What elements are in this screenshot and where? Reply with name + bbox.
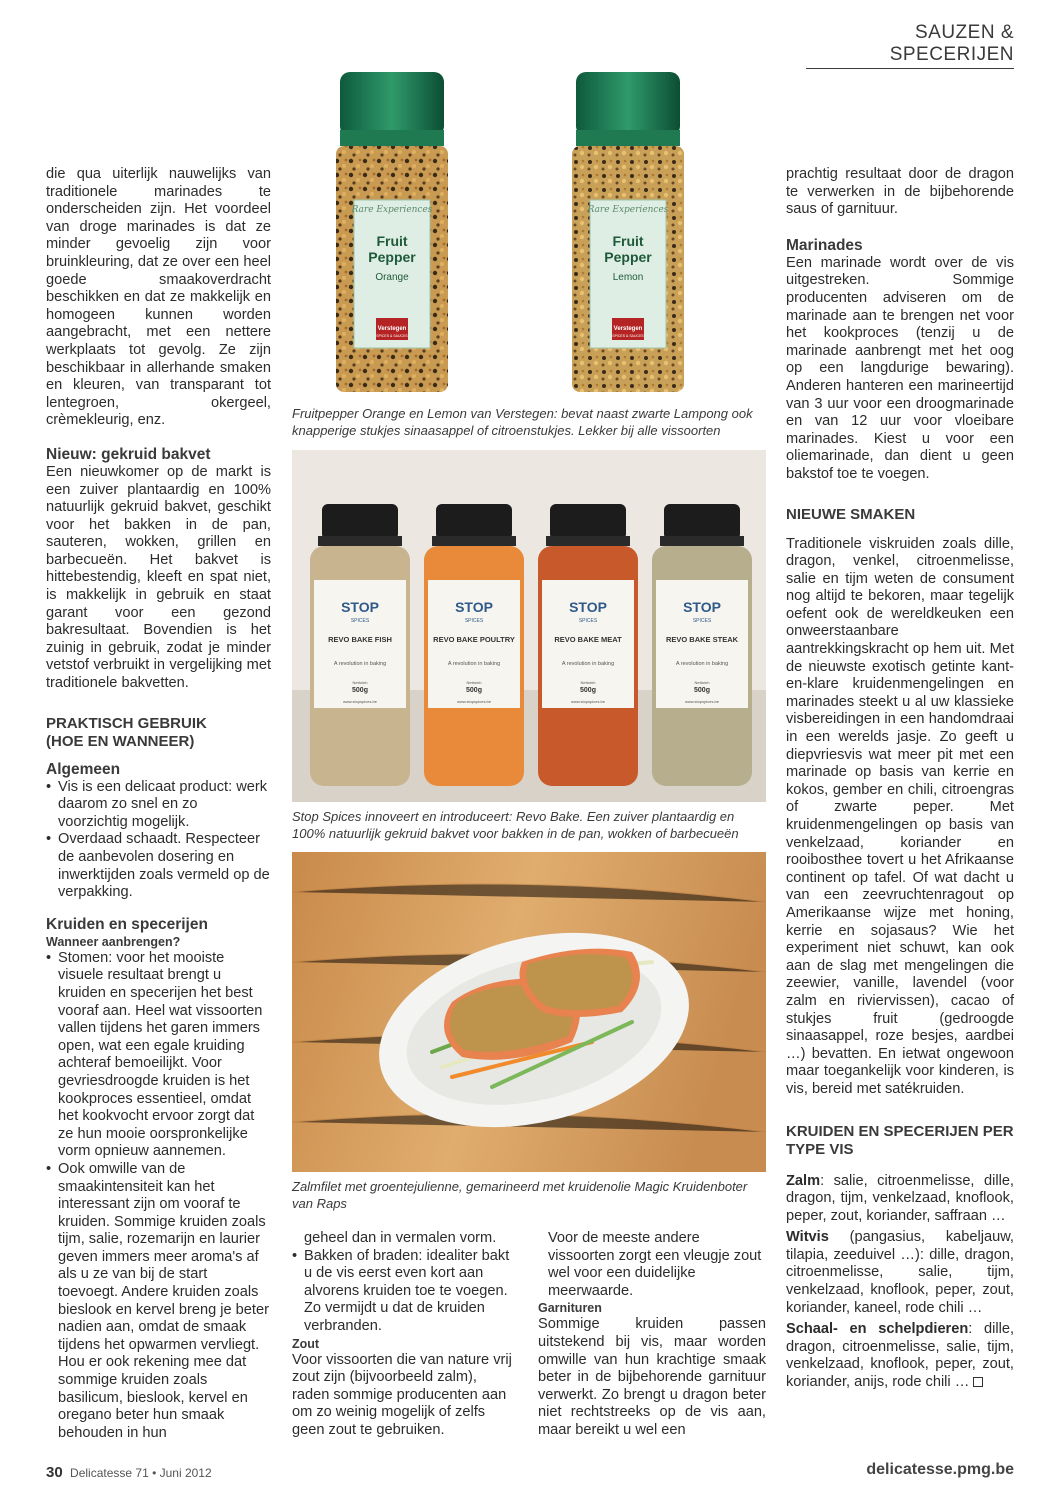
svg-text:STOP: STOP (569, 599, 607, 615)
svg-text:Nettoinh: Nettoinh (352, 680, 368, 685)
algemeen-list (46, 779, 271, 902)
caption-fruit-pepper: Fruitpepper Orange en Lemon van Verstegen: bevat naast zwarte Lampong ook knapperige stukjes sinaasappel of citroenstukjes. Lekker bij alle vissoorten (292, 406, 753, 438)
heading-marinades: Marinades (786, 236, 863, 254)
photo-zalmfilet (292, 852, 766, 1172)
page-number: 30 (46, 1464, 63, 1481)
zout-paragraph: Voor vissoorten die van nature vrij zout zijn (bijvoorbeeld zalm), raden sommige producenten aan om zo weinig mogelijk of zelfs geen zout te gebruiken. (292, 1351, 512, 1438)
svg-text:www.stopspices.be: www.stopspices.be (342, 699, 378, 704)
svg-text:Fruit: Fruit (376, 233, 408, 249)
heading-kruiden: Kruiden en specerijen (46, 915, 208, 933)
svg-text:Nettoinh: Nettoinh (466, 680, 482, 685)
revo-bake-tubs-image (292, 450, 766, 802)
svg-text:500g: 500g (466, 687, 482, 694)
jar-orange (336, 72, 448, 392)
svg-text:Nettoinh: Nettoinh (694, 680, 710, 685)
photo-revo-bake (292, 450, 766, 802)
kruiden-list (46, 950, 271, 1443)
svg-text:www.stopspices.be: www.stopspices.be (456, 699, 492, 704)
heading-per-type-vis: KRUIDEN EN SPECERIJEN PER TYPE VIS (786, 1122, 1014, 1158)
svg-text:Verstegen: Verstegen (377, 326, 407, 332)
tub-1 (310, 504, 410, 786)
heading-wanneer: Wanneer aanbrengen? (46, 934, 181, 949)
bakvet-paragraph: Een nieuwkomer op de markt is een zuiver plantaardig en 100% natuurlijk gekruid bakvet, geschikt voor het bakken in de pan, sauteren, wokken, grillen en barbecueën. Het bakvet is hittebestendig, kleeft en spat niet, is makkelijk in gebruik en staat garant voor een gezond bakresultaat. Bovendien is het zuinig in gebruik, zodat je minder vetstof verbruikt in vergelijking met traditionele bakvetten. (46, 463, 271, 692)
svg-text:REVO BAKE POULTRY: REVO BAKE POULTRY (433, 635, 515, 644)
column-left (46, 166, 271, 1442)
svg-text:500g: 500g (694, 687, 710, 694)
svg-text:SPICES: SPICES (692, 618, 712, 624)
svg-text:A revolution in baking: A revolution in baking (447, 661, 501, 667)
svg-text:SPICES & SAUCES: SPICES & SAUCES (376, 334, 408, 338)
section-heading: SAUZEN & SPECERIJEN (806, 22, 1014, 69)
zout-paragraph-2: Voor de meeste andere vissoorten zorgt een vleugje zout wel voor een duidelijke meerwaarde. (548, 1230, 762, 1299)
svg-text:Rare Experiences: Rare Experiences (587, 205, 669, 215)
nieuwe-smaken-paragraph: Traditionele viskruiden zoals dille, dragon, venkel, citroenmelisse, salie en tijm weten de consument nog altijd te bekoren, maar tegelijk oefent ook de wereldkeuken een onweerstaanbare aantrekkingskracht op hem uit. Met de nieuwste exotisch getinte kant-en-klare kruidenmengelingen en marinades steekt u al uw klassieke visbereidingen in een handomdraai in een werelds jasje. Zo geeft u diepvriesvis wat meer pit met een marinade op basis van kerrie en kokos, gember en chili, citroengras of zwarte peper. Met kruidenmengelingen op basis van venkelzaad, koriander en rooibosthee tovert u het Afrikaanse continent op tafel. Of wat dacht u van een zeevruchtenragout op Amerikaanse wijze met honing, kerrie en sojasaus? Wie het experiment niet schuwt, kan ook aan de slag met mengelingen die zeewier, vanille, lavendel (voor zalm en riviervissen), cacao of stukjes fruit (gedroogde sinaasappel, roze besjes, aardbei …) bevatten. En ietwat ongewoon maar toegankelijk voor kinderen, is vis, bereid met satékruiden. (786, 535, 1014, 1097)
heading-nieuwe-smaken: NIEUWE SMAKEN (786, 505, 916, 523)
witvis-paragraph: Witvis (pangasius, kabeljauw, tilapia, zeeduivel …): dille, dragon, citroenmelisse, salie, tijm, venkelzaad, knoflook, peper, zout, koriander, kaneel, rode chili … (786, 1229, 1014, 1316)
heading-algemeen: Algemeen (46, 760, 121, 778)
issue-info: Delicatesse 71 • Juni 2012 (70, 1466, 212, 1480)
tub-3 (538, 504, 638, 786)
tub-4 (652, 504, 752, 786)
svg-text:REVO BAKE MEAT: REVO BAKE MEAT (554, 635, 622, 644)
column-right (786, 166, 1014, 1392)
bakken-list (292, 1248, 515, 1336)
tub-2 (424, 504, 524, 786)
heading-garnituren: Garnituren (538, 1301, 602, 1316)
heading-bakvet: Nieuw: gekruid bakvet (46, 445, 211, 463)
continued-text: prachtig resultaat door de dragon te verwerken in de bijbehorende saus of garnituur. (786, 166, 1014, 218)
footer-website: delicatesse.pmg.be (866, 1461, 1014, 1478)
continued-text: geheel dan in vermalen vorm. (304, 1230, 497, 1246)
svg-text:www.stopspices.be: www.stopspices.be (684, 699, 720, 704)
list-item: • Stomen: voor het mooiste visuele resultaat brengt u kruiden en specerijen het best vooraf aan. Heel wat vissoorten vallen tijdens het garen immers open, wat een egale kruiding achteraf bemoeilijkt. Voor gevriesdroogde kruiden is het kookproces essentieel, omdat het kookvocht ervoor zorgt dat ze hun mooie oorspronkelijke vorm opnieuw aannemen. (46, 950, 271, 1161)
svg-text:www.stopspices.be: www.stopspices.be (570, 699, 606, 704)
schaal-paragraph: Schaal- en schelpdieren: dille, dragon, citroenmelisse, salie, tijm, venkelzaad, knoflook, peper, zout, koriander, anijs, rode chili … (786, 1321, 1014, 1391)
svg-text:STOP: STOP (683, 599, 721, 615)
caption-revo-bake: Stop Spices innoveert en introduceert: Revo Bake. Een zuiver plantaardig en 100% natuurlijk gekruid bakvet voor bakken in de pan, wokken of barbecueën (292, 809, 739, 841)
svg-text:SPICES: SPICES (464, 618, 484, 624)
svg-text:Pepper: Pepper (604, 249, 652, 265)
end-mark-icon (973, 1377, 983, 1387)
svg-text:Pepper: Pepper (368, 249, 416, 265)
svg-text:Nettoinh: Nettoinh (580, 680, 596, 685)
svg-text:A revolution in baking: A revolution in baking (333, 661, 387, 667)
list-item: • Bakken of braden: idealiter bakt u de vis eerst even kort aan alvorens kruiden toe te voegen. Zo vermijdt u dat de kruiden verbranden. (292, 1248, 515, 1336)
column-middle-right (538, 1230, 766, 1440)
heading-zout: Zout (292, 1336, 320, 1351)
svg-text:Fruit: Fruit (612, 233, 644, 249)
caption-zalmfilet: Zalmfilet met groentejulienne, gemarineerd met kruidenolie Magic Kruidenboter van Raps (292, 1179, 748, 1211)
svg-text:SPICES & SAUCES: SPICES & SAUCES (612, 334, 644, 338)
svg-text:STOP: STOP (341, 599, 379, 615)
photo-fruit-pepper (292, 60, 766, 400)
svg-text:A revolution in baking: A revolution in baking (561, 661, 615, 667)
svg-text:Verstegen: Verstegen (613, 326, 643, 332)
svg-text:Lemon: Lemon (612, 272, 644, 283)
zalm-paragraph: Zalm: salie, citroenmelisse, dille, dragon, tijm, venkelzaad, knoflook, peper, zout, koriander, saffraan … (786, 1172, 1014, 1224)
garnituren-paragraph: Sommige kruiden passen uitstekend bij vis, maar worden omwille van hun krachtige smaak beter in de bijbehorende garnituur verwerkt. Zo brengt u dragon beter niet rechtstreeks op de vis aan, maar bereikt u wel een (538, 1316, 766, 1438)
intro-paragraph: die qua uiterlijk nauwelijks van traditionele marinades te onderscheiden zijn. Het voordeel van droge marinades is dat ze minder gevoelig zijn voor bruinkleuring, dat ze over een heel goede smaakoverdracht beschikken en dat ze makkelijk en homogeen kunnen worden aangebracht, met een nettere werkplaats tot gevolg. Ze zijn beschikbaar in allerhande smaken en kleuren, van transparant tot lentegroen, okergeel, crèmekleurig, enz. (46, 166, 271, 429)
svg-text:500g: 500g (352, 687, 368, 694)
svg-text:SPICES: SPICES (350, 618, 370, 624)
column-middle-left (292, 1230, 515, 1440)
fruit-pepper-jars-image (292, 60, 766, 400)
svg-text:Orange: Orange (375, 272, 409, 283)
svg-text:500g: 500g (580, 687, 596, 694)
svg-text:A revolution in baking: A revolution in baking (675, 661, 729, 667)
svg-text:REVO BAKE STEAK: REVO BAKE STEAK (665, 635, 739, 644)
marinades-paragraph: Een marinade wordt over de vis uitgestreken. Sommige producenten adviseren om de marinade aan te brengen net voor het kookproces (tenzij u de marinade aanbrengt met het oog op een langdurige bewaring). Anderen hanteren een marineertijd van 3 uur voor een droogmarinade en van 12 uur voor vloeibare marinades. Kiest u voor een oliemarinade, dan dient u geen bakstof toe te voegen. (786, 254, 1014, 482)
footer-issue (46, 1464, 212, 1481)
salmon-dish-image (292, 852, 766, 1172)
svg-text:Rare Experiences: Rare Experiences (351, 205, 433, 215)
heading-praktisch: PRAKTISCH GEBRUIK (HOE EN WANNEER) (46, 714, 207, 750)
jar-lemon (572, 72, 684, 392)
svg-text:STOP: STOP (455, 599, 493, 615)
svg-text:SPICES: SPICES (578, 618, 598, 624)
list-item: • Ook omwille van de smaakintensiteit kan het interessant zijn om vooraf te kruiden. Sommige kruiden zoals tijm, salie, rozemarijn en laurier geven immers meer aroma's af als u ze van bij de start toevoegt. Andere kruiden zoals bieslook en kervel breng je beter nadien aan, omdat de smaak tijdens het opwarmen vervliegt. Hou er ook rekening mee dat sommige kruiden zoals basilicum, bieslook, kervel en oregano beter hun smaak behouden in hun (46, 1161, 271, 1443)
list-item: • Overdaad schaadt. Respecteer de aanbevolen dosering en inwerktijden zoals vermeld op de verpakking. (46, 831, 271, 901)
list-item: • Vis is een delicaat product: werk daarom zo snel en zo voorzichtig mogelijk. (46, 779, 271, 832)
svg-text:REVO BAKE FISH: REVO BAKE FISH (328, 635, 392, 644)
